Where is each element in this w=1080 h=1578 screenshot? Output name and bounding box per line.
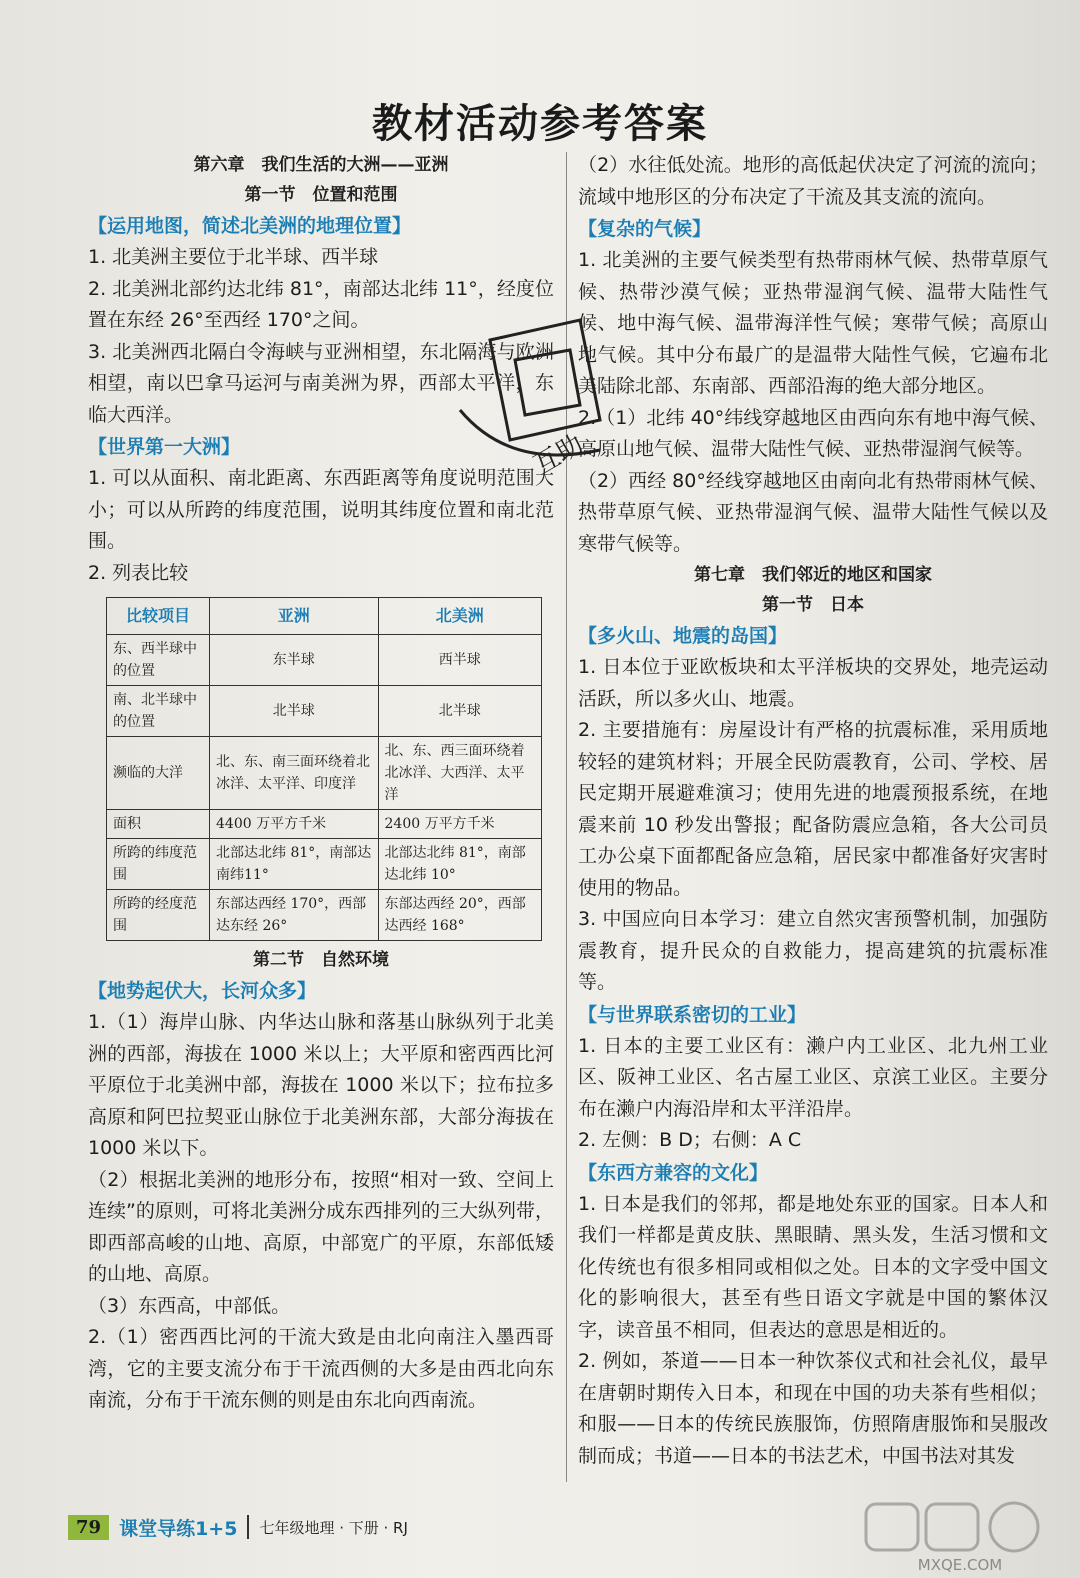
table-row bbox=[107, 686, 542, 737]
watermark-url: MXQE.COM bbox=[917, 1556, 1003, 1574]
table-cell: 东部达西经 20°，西部达西经 168° bbox=[378, 890, 542, 941]
section-heading: 第一节 位置和范围 bbox=[244, 185, 398, 205]
table-cell: 西半球 bbox=[378, 635, 542, 686]
section-heading: 第二节 自然环境 bbox=[253, 950, 389, 970]
table-cell: 南、北半球中的位置 bbox=[107, 686, 210, 737]
table-cell: 所跨的经度范围 bbox=[107, 890, 210, 941]
table-row bbox=[107, 635, 542, 686]
answer-paragraph: （2）西经 80°经线穿越地区由南向北有热带雨林气候、热带草原气候、亚热带湿润气候、温带大陆性气候以及寒带气候等。 bbox=[578, 469, 1048, 555]
page-footer bbox=[68, 1510, 668, 1544]
stamp-mark bbox=[430, 300, 630, 490]
table-cell: 面积 bbox=[107, 810, 210, 839]
topic-tag: 【复杂的气候】 bbox=[578, 218, 712, 240]
table-cell: 东、西半球中的位置 bbox=[107, 635, 210, 686]
table-row bbox=[107, 890, 542, 941]
footer-separator bbox=[247, 1515, 249, 1539]
answer-paragraph: （2）根据北美洲的地形分布，按照“相对一致、空间上连续”的原则，可将北美洲分成东西排列的三大纵列带，即西部高峻的山地、高原，中部宽广的平原，东部低矮的山地、高原。 bbox=[88, 1168, 554, 1285]
table-cell: 北部达北纬 81°，南部达北纬 10° bbox=[378, 839, 542, 890]
table-cell: 东部达西经 170°，西部达东经 26° bbox=[210, 890, 379, 941]
answer-paragraph: 2. 左侧：B D；右侧：A C bbox=[578, 1129, 802, 1151]
topic-tag: 【东西方兼容的文化】 bbox=[578, 1161, 769, 1184]
watermark-logo bbox=[860, 1498, 1060, 1576]
topic-tag: 【世界第一大洲】 bbox=[88, 436, 241, 458]
answer-paragraph: 2.（1）密西西比河的干流大致是由北向南注入墨西哥湾，它的主要支流分布于干流西侧的大多是由西北向东南流，分布于干流东侧的则是由东北向西南流。 bbox=[88, 1326, 554, 1411]
table-row bbox=[107, 839, 542, 890]
answer-paragraph: 2. 主要措施有：房屋设计有严格的抗震标准，采用质地较轻的建筑材料；开展全民防震教育，公司、学校、居民定期开展避难演习；使用先进的地震预报系统，在地震来前 10 秒发出警报；配备防震应急箱，各大公司员工办公桌下面都配备应急箱，居民家中都准备好灾害时使用的物品。 bbox=[578, 719, 1048, 899]
table-cell: 4400 万平方千米 bbox=[210, 810, 379, 839]
comparison-table bbox=[106, 597, 542, 941]
table-cell: 北、东、西三面环绕着北冰洋、大西洋、太平洋 bbox=[378, 737, 542, 810]
answer-paragraph: 2. 北美洲北部约达北纬 81°，南部达北纬 11°，经度位置在东经 26°至西经 170°之间。 bbox=[88, 277, 554, 331]
answer-paragraph: 2.（1）北纬 40°纬线穿越地区由西向东有地中海气候、高原山地气候、温带大陆性气候、亚热带湿润气候等。 bbox=[578, 406, 1048, 460]
chapter-heading: 第七章 我们邻近的地区和国家 bbox=[694, 565, 932, 585]
answer-paragraph: 2. 例如，茶道——日本一种饮茶仪式和社会礼仪，最早在唐朝时期传入日本，和现在中国的功夫茶有些相似；和服——日本的传统民族服饰，仿照隋唐服饰和吴服改制而成；书道——日本的书法艺术，中国书法对其发 bbox=[578, 1350, 1048, 1467]
topic-tag: 【地势起伏大，长河众多】 bbox=[88, 980, 317, 1002]
page-number: 79 bbox=[68, 1515, 109, 1540]
page-title: 教材活动参考答案 bbox=[372, 100, 708, 147]
table-row bbox=[107, 810, 542, 839]
answer-paragraph: 1.（1）海岸山脉、内华达山脉和落基山脉纵列于北美洲的西部，海拔在 1000 米以上；大平原和密西西比河平原位于北美洲中部，海拔在 1000 米以下；拉布拉多高原和阿巴拉契亚山脉位于北美洲东部，大部分海拔在 1000 米以下。 bbox=[88, 1011, 554, 1159]
answer-paragraph: 1. 日本是我们的邻邦，都是地处东亚的国家。日本人和我们一样都是黄皮肤、黑眼睛、黑头发，生活习惯和文化传统也有很多相同或相似之处。日本的文字受中国文化的影响很大，甚至有些日语文字就是中国的繁体汉字，读音虽不相同，但表达的意思是相近的。 bbox=[578, 1192, 1048, 1341]
answer-paragraph: 3. 北美洲西北隔白令海峡与亚洲相望，东北隔海与欧洲相望，南以巴拿马运河与南美洲为界，西部太平洋，东临大西洋。 bbox=[88, 340, 554, 426]
table-header: 比较项目 bbox=[107, 598, 210, 635]
answer-paragraph: 1. 北美洲主要位于北半球、西半球 bbox=[88, 246, 379, 268]
answer-paragraph: 1. 可以从面积、南北距离、东西距离等角度说明范围大小；可以从所跨的纬度范围，说明其纬度位置和南北范围。 bbox=[88, 467, 554, 552]
stamp-text: 互助 bbox=[528, 429, 589, 482]
answer-paragraph: 2. 列表比较 bbox=[88, 561, 189, 584]
topic-tag: 【与世界联系密切的工业】 bbox=[578, 1003, 807, 1026]
table-cell: 北半球 bbox=[210, 686, 379, 737]
topic-tag: 【多火山、地震的岛国】 bbox=[578, 625, 788, 647]
table-cell: 北半球 bbox=[378, 686, 542, 737]
topic-tag: 【运用地图，简述北美洲的地理位置】 bbox=[88, 215, 412, 237]
answer-paragraph: 1. 日本位于亚欧板块和太平洋板块的交界处，地壳运动活跃，所以多火山、地震。 bbox=[578, 656, 1048, 710]
answer-paragraph: 1. 日本的主要工业区有：濑户内工业区、北九州工业区、阪神工业区、名古屋工业区、京滨工业区。主要分布在濑户内海沿岸和太平洋沿岸。 bbox=[578, 1034, 1048, 1120]
answer-paragraph: （2）水往低处流。地形的高低起伏决定了河流的流向；流域中地形区的分布决定了干流及其支流的流向。 bbox=[578, 154, 1048, 208]
table-row bbox=[107, 737, 542, 810]
table-header: 亚洲 bbox=[210, 598, 379, 635]
table-cell: 北、东、南三面环绕着北冰洋、太平洋、印度洋 bbox=[210, 737, 379, 810]
chapter-heading: 第六章 我们生活的大洲——亚洲 bbox=[193, 155, 449, 175]
table-cell: 北部达北纬 81°，南部达南纬11° bbox=[210, 839, 379, 890]
book-info: 七年级地理 · 下册 · RJ bbox=[259, 1518, 408, 1537]
table-header-row bbox=[107, 598, 542, 635]
section-heading: 第一节 日本 bbox=[762, 595, 864, 615]
table-cell: 所跨的纬度范围 bbox=[107, 839, 210, 890]
answer-paragraph: 1. 北美洲的主要气候类型有热带雨林气候、热带草原气候、热带沙漠气候；亚热带湿润气候、温带大陆性气候、地中海气候、温带海洋性气候；寒带气候；高原山地气候。其中分布最广的是温带大陆性气候，它遍布北美陆除北部、东南部、西部沿海的绝大部分地区。 bbox=[578, 249, 1048, 397]
table-cell: 2400 万平方千米 bbox=[378, 810, 542, 839]
table-header: 北美洲 bbox=[378, 598, 542, 635]
answer-paragraph: （3）东西高，中部低。 bbox=[88, 1294, 291, 1317]
table-cell: 濒临的大洋 bbox=[107, 737, 210, 810]
right-column bbox=[578, 150, 1048, 1472]
table-cell: 东半球 bbox=[210, 635, 379, 686]
answer-paragraph: 3. 中国应向日本学习：建立自然灾害预警机制，加强防震教育，提升民众的自救能力，提高建筑的抗震标准等。 bbox=[578, 908, 1048, 993]
series-brand: 课堂导练1+5 bbox=[119, 1517, 238, 1540]
